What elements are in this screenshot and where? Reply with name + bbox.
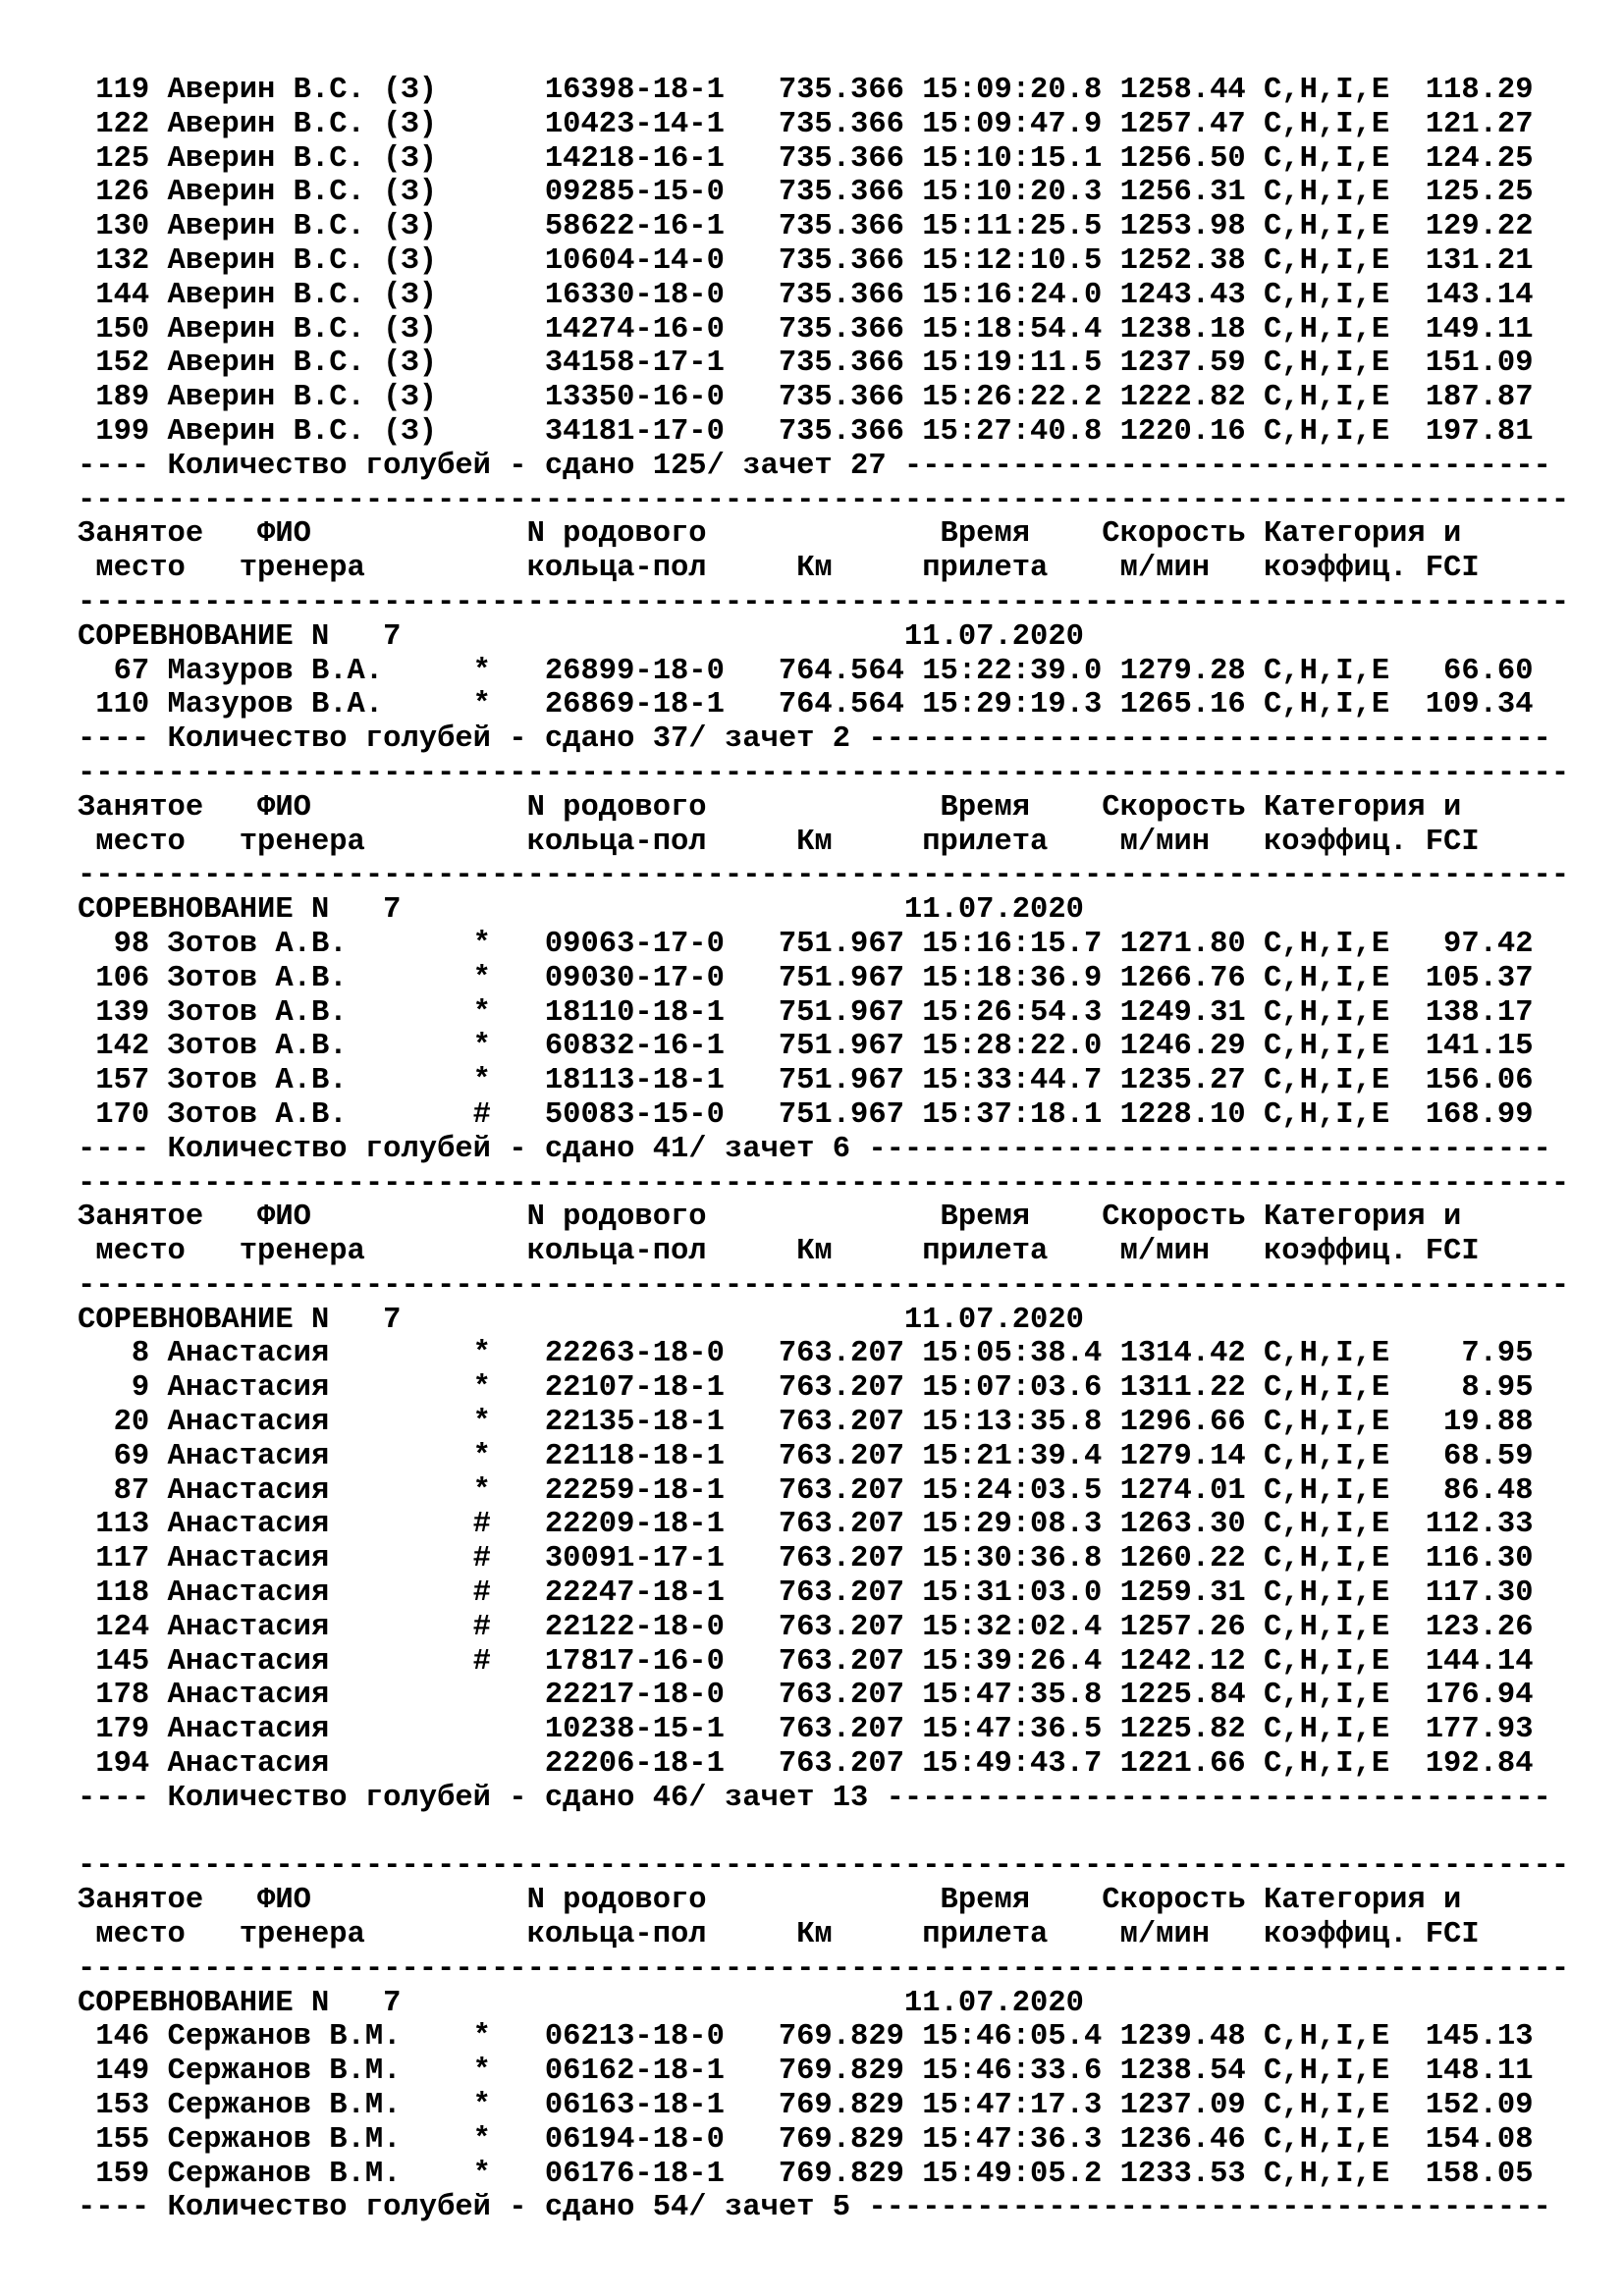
divider-line: -----------------------------------------------------------------------------------: [78, 1166, 1570, 1201]
result-row: 179 Анастасия 10238-15-1 763.207 15:47:36.5 1225.82 C,H,I,E 177.93: [78, 1713, 1534, 1747]
result-row: 170 Зотов А.В. # 50083-15-0 751.967 15:37:18.1 1228.10 C,H,I,E 168.99: [78, 1097, 1534, 1132]
result-row: 118 Анастасия # 22247-18-1 763.207 15:31:03.0 1259.31 C,H,I,E 117.30: [78, 1576, 1534, 1611]
results-printout: [78, 74, 1570, 2225]
divider-line: -----------------------------------------------------------------------------------: [78, 1951, 1570, 1986]
column-header-row-2: место тренера кольца-пол Км прилета м/мин коэффиц. FCI: [78, 552, 1480, 586]
section-summary: ---- Количество голубей - сдано 46/ зачет 13 -------------------------------------: [78, 1781, 1551, 1815]
result-row: 8 Анастасия * 22263-18-0 763.207 15:05:38.4 1314.42 C,H,I,E 7.95: [78, 1337, 1534, 1371]
result-row: 189 Аверин В.С. (З) 13350-16-0 735.366 15:26:22.2 1222.82 C,H,I,E 187.87: [78, 381, 1534, 415]
section-summary: ---- Количество голубей - сдано 41/ зачет 6 --------------------------------------: [78, 1132, 1551, 1166]
divider-line: -----------------------------------------------------------------------------------: [78, 756, 1570, 790]
result-row: 150 Аверин В.С. (З) 14274-16-0 735.366 15:18:54.4 1238.18 C,H,I,E 149.11: [78, 312, 1534, 347]
result-row: 149 Сержанов В.М. * 06162-18-1 769.829 15:46:33.6 1238.54 C,H,I,E 148.11: [78, 2055, 1534, 2089]
result-row: 9 Анастасия * 22107-18-1 763.207 15:07:03.6 1311.22 C,H,I,E 8.95: [78, 1371, 1534, 1406]
result-row: 178 Анастасия 22217-18-0 763.207 15:47:35.8 1225.84 C,H,I,E 176.94: [78, 1679, 1534, 1713]
result-row: 144 Аверин В.С. (З) 16330-18-0 735.366 15:16:24.0 1243.43 C,H,I,E 143.14: [78, 278, 1534, 312]
divider-line: -----------------------------------------------------------------------------------: [78, 859, 1570, 893]
result-row: 122 Аверин В.С. (З) 10423-14-1 735.366 15:09:47.9 1257.47 C,H,I,E 121.27: [78, 107, 1534, 141]
divider-line: -----------------------------------------------------------------------------------: [78, 1849, 1570, 1884]
result-row: 157 Зотов А.В. * 18113-18-1 751.967 15:33:44.7 1235.27 C,H,I,E 156.06: [78, 1064, 1534, 1098]
result-row: 20 Анастасия * 22135-18-1 763.207 15:13:35.8 1296.66 C,H,I,E 19.88: [78, 1406, 1534, 1440]
result-row: 98 Зотов А.В. * 09063-17-0 751.967 15:16:15.7 1271.80 C,H,I,E 97.42: [78, 927, 1534, 961]
result-row: 153 Сержанов В.М. * 06163-18-1 769.829 15:47:17.3 1237.09 C,H,I,E 152.09: [78, 2089, 1534, 2123]
column-header-row-2: место тренера кольца-пол Км прилета м/мин коэффиц. FCI: [78, 1918, 1480, 1952]
competition-heading: СОРЕВНОВАНИЕ N 7 11.07.2020: [78, 1986, 1084, 2020]
result-row: 142 Зотов А.В. * 60832-16-1 751.967 15:28:22.0 1246.29 C,H,I,E 141.15: [78, 1030, 1534, 1064]
section-summary: ---- Количество голубей - сдано 125/ зачет 27 ------------------------------------: [78, 449, 1551, 483]
result-row: 113 Анастасия # 22209-18-1 763.207 15:29:08.3 1263.30 C,H,I,E 112.33: [78, 1508, 1534, 1542]
competition-heading: СОРЕВНОВАНИЕ N 7 11.07.2020: [78, 619, 1084, 654]
result-row: 69 Анастасия * 22118-18-1 763.207 15:21:39.4 1279.14 C,H,I,E 68.59: [78, 1439, 1534, 1473]
result-row: 146 Сержанов В.М. * 06213-18-0 769.829 15:46:05.4 1239.48 C,H,I,E 145.13: [78, 2020, 1534, 2055]
result-row: 159 Сержанов В.М. * 06176-18-1 769.829 15:49:05.2 1233.53 C,H,I,E 158.05: [78, 2157, 1534, 2191]
result-row: 194 Анастасия 22206-18-1 763.207 15:49:43.7 1221.66 C,H,I,E 192.84: [78, 1747, 1534, 1782]
competition-heading: СОРЕВНОВАНИЕ N 7 11.07.2020: [78, 893, 1084, 928]
result-row: 145 Анастасия # 17817-16-0 763.207 15:39:26.4 1242.12 C,H,I,E 144.14: [78, 1644, 1534, 1679]
competition-heading: СОРЕВНОВАНИЕ N 7 11.07.2020: [78, 1303, 1084, 1337]
result-row: 67 Мазуров В.А. * 26899-18-0 764.564 15:22:39.0 1279.28 C,H,I,E 66.60: [78, 654, 1534, 688]
divider-line: -----------------------------------------------------------------------------------: [78, 1268, 1570, 1303]
result-row: 87 Анастасия * 22259-18-1 763.207 15:24:03.5 1274.01 C,H,I,E 86.48: [78, 1473, 1534, 1508]
result-row: 132 Аверин В.С. (З) 10604-14-0 735.366 15:12:10.5 1252.38 C,H,I,E 131.21: [78, 243, 1534, 278]
column-header-row-1: Занятое ФИО N родового Время Скорость Категория и: [78, 517, 1462, 552]
result-row: 110 Мазуров В.А. * 26869-18-1 764.564 15:29:19.3 1265.16 C,H,I,E 109.34: [78, 688, 1534, 722]
result-row: 130 Аверин В.С. (З) 58622-16-1 735.366 15:11:25.5 1253.98 C,H,I,E 129.22: [78, 210, 1534, 244]
result-row: 155 Сержанов В.М. * 06194-18-0 769.829 15:47:36.3 1236.46 C,H,I,E 154.08: [78, 2122, 1534, 2157]
blank-line: [78, 1816, 1570, 1850]
divider-line: -----------------------------------------------------------------------------------: [78, 585, 1570, 619]
column-header-row-1: Занятое ФИО N родового Время Скорость Категория и: [78, 1201, 1462, 1235]
result-row: 119 Аверин В.С. (З) 16398-18-1 735.366 15:09:20.8 1258.44 C,H,I,E 118.29: [78, 74, 1534, 107]
result-row: 126 Аверин В.С. (З) 09285-15-0 735.366 15:10:20.3 1256.31 C,H,I,E 125.25: [78, 176, 1534, 210]
column-header-row-2: место тренера кольца-пол Км прилета м/мин коэффиц. FCI: [78, 825, 1480, 859]
result-row: 125 Аверин В.С. (З) 14218-16-1 735.366 15:10:15.1 1256.50 C,H,I,E 124.25: [78, 141, 1534, 176]
result-row: 117 Анастасия # 30091-17-1 763.207 15:30:36.8 1260.22 C,H,I,E 116.30: [78, 1542, 1534, 1576]
result-row: 124 Анастасия # 22122-18-0 763.207 15:32:02.4 1257.26 C,H,I,E 123.26: [78, 1610, 1534, 1644]
result-row: 199 Аверин В.С. (З) 34181-17-0 735.366 15:27:40.8 1220.16 C,H,I,E 197.81: [78, 414, 1534, 449]
column-header-row-1: Занятое ФИО N родового Время Скорость Категория и: [78, 790, 1462, 825]
column-header-row-1: Занятое ФИО N родового Время Скорость Категория и: [78, 1884, 1462, 1918]
column-header-row-2: место тренера кольца-пол Км прилета м/мин коэффиц. FCI: [78, 1235, 1480, 1269]
section-summary: ---- Количество голубей - сдано 37/ зачет 2 --------------------------------------: [78, 722, 1551, 757]
section-summary: ---- Количество голубей - сдано 54/ зачет 5 --------------------------------------: [78, 2191, 1551, 2225]
result-row: 139 Зотов А.В. * 18110-18-1 751.967 15:26:54.3 1249.31 C,H,I,E 138.17: [78, 995, 1534, 1030]
result-row: 106 Зотов А.В. * 09030-17-0 751.967 15:18:36.9 1266.76 C,H,I,E 105.37: [78, 961, 1534, 995]
divider-line: -----------------------------------------------------------------------------------: [78, 483, 1570, 517]
result-row: 152 Аверин В.С. (З) 34158-17-1 735.366 15:19:11.5 1237.59 C,H,I,E 151.09: [78, 347, 1534, 381]
